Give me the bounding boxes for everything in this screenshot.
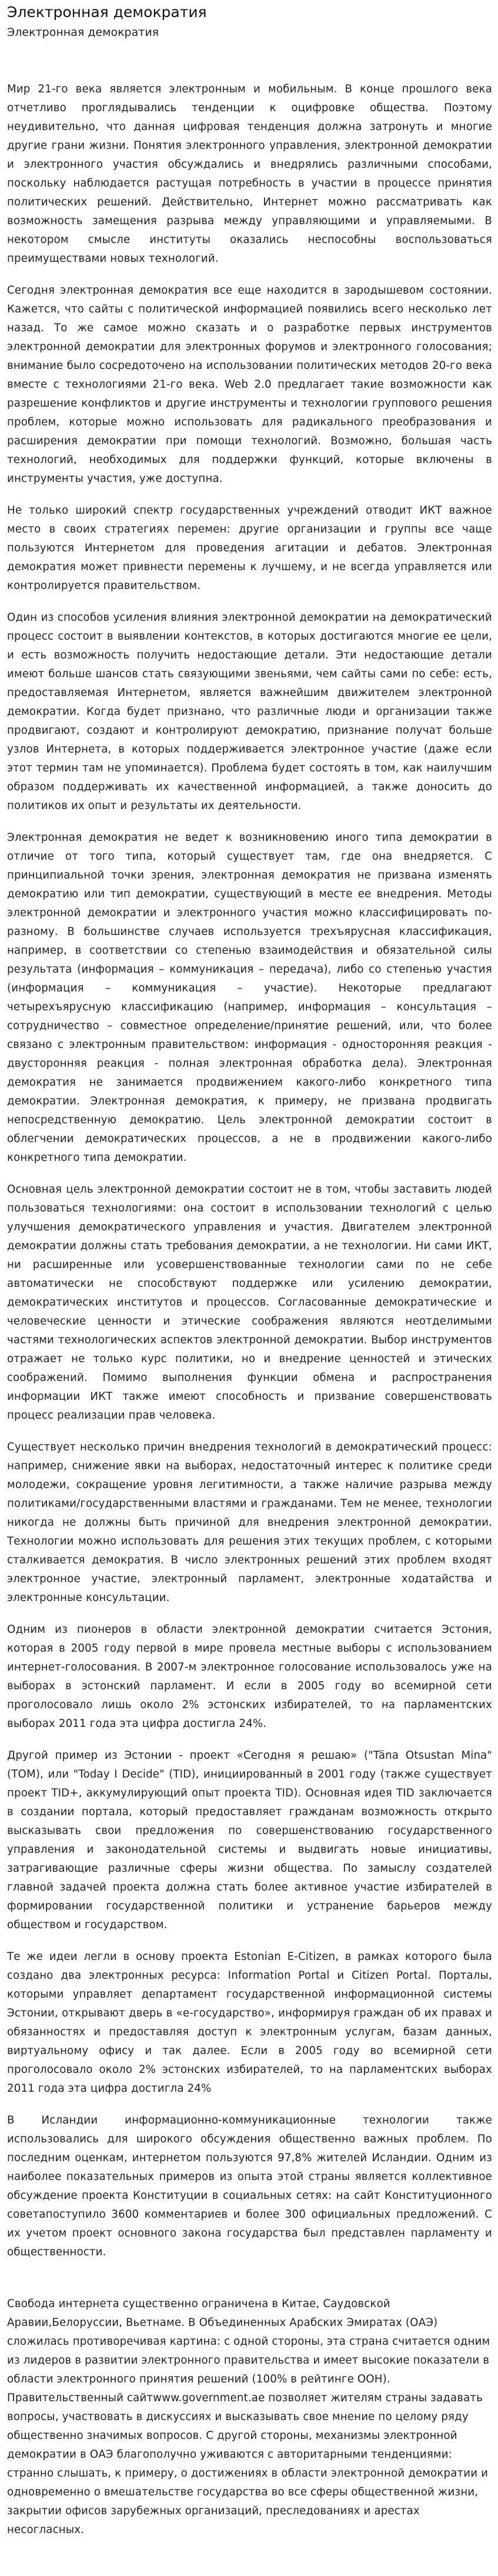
article-paragraph: Одним из пионеров в области электронной демократии считается Эстония, которая в 2005 году первой в мире провела местные выборы с использованием интернет-голосования. В 2007-м электронное голосование использовалось уже на выборах в эстонский парламент. И если в 2005 году во всемирной сети проголосовало лишь около 2% эстонских избирателей, то на парламентских выборах 2011 года эта цифра достигла 24%.	[7, 1623, 492, 1730]
page-title: Электронная демократия	[7, 4, 207, 21]
article-paragraph: Те же идеи легли в основу проекта Estonian E-Citizen, в рамках которого была создано два электронных ресурса: Information Portal и Citizen Portal. Порталы, которыми управляет департамент государственной информационной системы Эстонии, открывают дверь в «е-государство», информируя граждан об их правах и обязанностях и предоставляя доступ к электронным услугам, базам данных, виртуальному офису и так далее. Если в 2005 году во всемирной сети проголосовало около 2% эстонских избирателей, то на парламентских выборах 2011 года эта цифра достигла 24%	[7, 1950, 492, 2095]
article-body	[7, 80, 492, 2540]
article-paragraph: Электронная демократия не ведет к возникновению иного типа демократии в отличие от того типа, который существует там, где она внедряется. С принципиальной точки зрения, электронная демократия не призвана изменять демократию или тип демократии, существующий в месте ее внедрения. Методы электронной демократии и электронного участия можно классифицировать по-разному. В большинстве случаев используется трехъярусная классификация, например, в соответствии со степенью взаимодействия и обязательной силы результата (информация – коммуникация – передача), либо со степенью участия (информация – коммуникация – участие). Некоторые предлагают четырехъярусную классификацию (например, информация – консультация – сотрудничество – совместное определение/принятие решений, или, что более связано с электронным правительством: информация - односторонняя реакция - двусторонняя реакция - полная электронная обработка дела). Электронная демократия не занимается продвижением какого-либо конкретного типа демократии. Электронная демократия, к примеру, не призвана продвигать непосредственную демократию. Цель электронной демократии состоит в облегчении демократических процессов, а не в продвижении какого-либо конкретного типа демократии.	[7, 831, 492, 1164]
article-paragraph: Один из способов усиления влияния электронной демократии на демократический процесс состоит в выявлении контекстов, в которых достигаются многие ее цели, и есть возможность получить недостающие детали. Эти недостающие детали имеют больше шансов стать связующими звеньями, чем сайты сами по себе: есть, предоставляемая Интернетом, является важнейшим движителем электронной демократии. Когда будет признано, что различные люди и организации также продвигают, создают и контролируют демократию, признание получат больше узлов Интернета, в которых поддерживается электронное участие (даже если этот термин там не упоминается). Проблема будет состоять в том, как наилучшим образом поддерживать их качественной информацией, а также доносить до политиков их опыт и результаты их деятельности.	[7, 611, 492, 812]
article-paragraph: Свобода интернета существенно ограничена в Китае, Саудовской Аравии,Белоруссии, Вьетнаме. В Объединенных Арабских Эмиратах (ОАЭ) сложилась противоречивая картина: с одной стороны, эта страна считается одним из лидеров в развитии электронного правительства и имеет высокие показатели в области электронного принятия решений (100% в рейтинге ООН). Правительственный сайтwww.government.ae позволяет жителям страны задавать вопросы, участвовать в дискуссиях и высказывать свое мнение по целому ряду общественно значимых вопросов. С другой стороны, механизмы электронной демократии в ОАЭ благополучно уживаются с авторитарными тенденциями: странно слышать, к примеру, о достижениях в области электронной демократии и одновременно о вмешательстве государства во все сферы общественной жизни, закрытии офисов зарубежных организаций, преследованиях и арестах несогласных.	[7, 2297, 490, 2536]
page-subtitle: Электронная демократия	[7, 26, 159, 39]
article-paragraph: Существует несколько причин внедрения технологий в демократический процесс: например, снижение явки на выборах, недостаточный интерес к политике среди молодежи, сокращение уровня легитимности, а также наличие разрыва между политиками/государственными властями и гражданами. Тем не менее, технологии никогда не должны быть причиной для внедрения электронной демократии. Технологии можно использовать для решения этих текущих проблем, с которыми сталкивается демократия. В число электронных решений этих проблем входят электронное участие, электронный парламент, электронные ходатайства и электронные консультации.	[7, 1440, 492, 1604]
article-paragraph: Основная цель электронной демократии состоит не в том, чтобы заставить людей пользоваться технологиями: она состоит в использовании технологий с целью улучшения демократического управления и участия. Двигателем электронной демократии должны стать требования демократии, а не технологии. Ни сами ИКТ, ни расширенные или усовершенствованные технологии сами по не себе автоматически не способствуют поддержке или усилению демократии, демократических институтов и процессов. Согласованные демократические и человеческие ценности и этические соображения являются неотделимыми частями технологических аспектов электронной демократии. Выбор инструментов отражает не только курс политики, но и внедрение ценностей и этических соображений. Помимо выполнения функции обмена и распространения информации ИКТ также имеют способность и призвание совершенствовать процесс реализации прав человека.	[7, 1183, 492, 1422]
article-paragraph: Сегодня электронная демократия все еще находится в зародышевом состоянии. Кажется, что сайты с политической информацией появились всего несколько лет назад. То же самое можно сказать и о разработке первых инструментов электронной демократии для электронных форумов и электронного голосования; внимание было сосредоточено на использовании политических методов 20-го века вместе с технологиями 21-го века. Web 2.0 предлагает такие возможности как разрешение конфликтов и другие инструменты и технологии группового решения проблем, которые можно использовать для радикального преобразования и расширения демократии при помощи технологий. Возможно, большая часть технологий, необходимых для поддержки функций, которые включены в инструменты участия, уже доступна.	[7, 284, 492, 485]
article-paragraph: Мир 21-го века является электронным и мобильным. В конце прошлого века отчетливо проглядывались тенденции к оцифровке общества. Поэтому неудивительно, что данная цифровая тенденция должна затронуть и многие другие грани жизни. Понятия электронного управления, электронной демократии и электронного участия обсуждались и внедрялись различными способами, поскольку наблюдается растущая потребность в участии в процессе принятия политических решений. Действительно, Интернет можно рассматривать как возможность замещения разрыва между управляющими и управляемыми. В некотором смысле институты оказались неспособны воспользоваться преимуществами новых технологий.	[7, 82, 492, 265]
article-paragraph: Не только широкий спектр государственных учреждений отводит ИКТ важное место в своих стратегиях перемен: другие организации и группы все чаще пользуются Интернетом для проведения агитации и дебатов. Электронная демократия может привнести перемены к лучшему, и не всегда управляется или контролируется правительством.	[7, 504, 492, 592]
article-paragraph: Другой пример из Эстонии - проект «Сегодня я решаю» ("Täna Otsustan Mina" (TOM), или "Today I Decide" (TID), инициированный в 2001 году (также существует проект TID+, аккумулирующий опыт проекта TID). Основная идея TID заключается в создании портала, который предоставляет гражданам возможность открыто высказывать свои предложения по совершенствованию государственного управления и законодательной системы и выдвигать новые инициативы, затрагивающие различные сферы жизни общества. По замыслу создателей главной задачей проекта должна стать более активное участие избирателей в формировании государственной политики и устранение барьеров между обществом и государством.	[7, 1749, 492, 1931]
article-paragraph: В Исландии информационно-коммуникационные технологии также использовались для широкого обсуждения общественно важных проблем. По последним оценкам, интернетом пользуются 97,8% жителей Исландии. Одним из наиболее показательных примеров из опыта этой страны является коллективное обсуждение проекта Конституции в социальных сетях: на сайт Конституционного советапоступило 3600 комментариев и более 300 официальных предложений. С их учетом проект основного закона государства был представлен парламенту и общественности.	[7, 2114, 492, 2258]
